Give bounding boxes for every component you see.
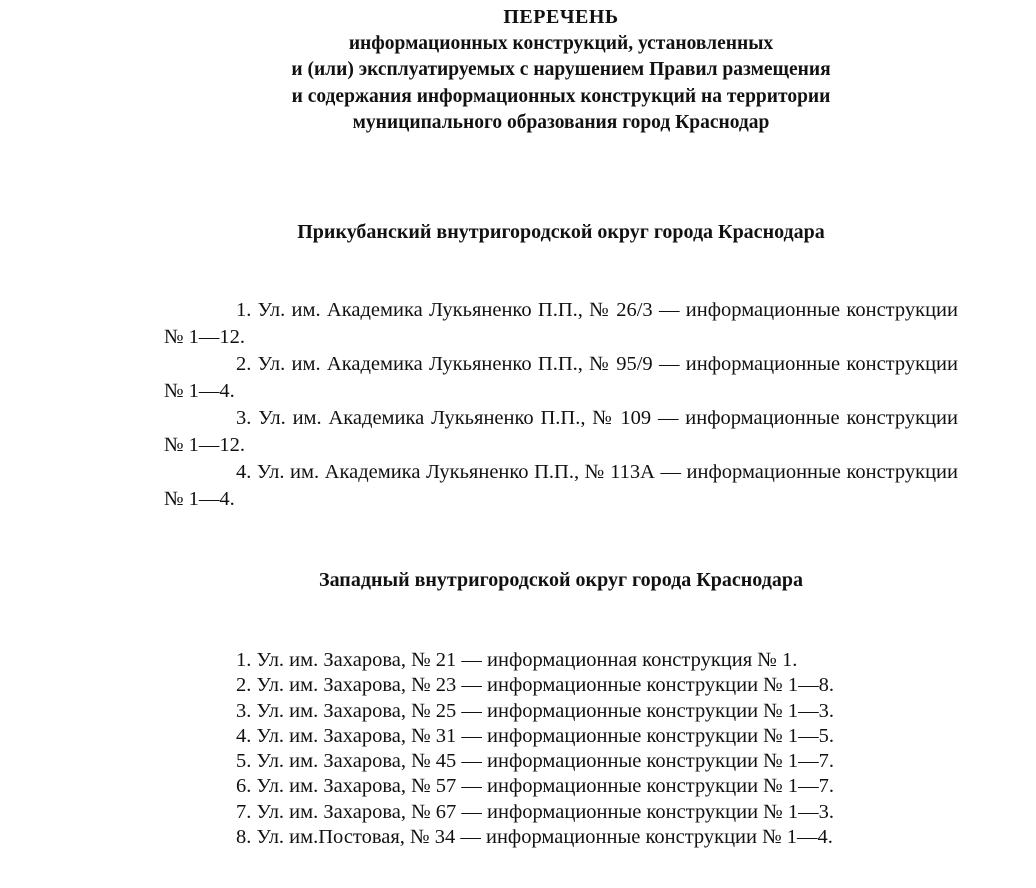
document-title — [0, 4, 1036, 137]
title-line-3: и содержания информационных конструкций на территории — [291, 85, 831, 107]
address-list-zapadny — [236, 648, 834, 850]
list-item: 3. Ул. им. Академика Лукьяненко П.П., № 109 — информационные конструкции № 1—12. — [164, 407, 958, 456]
list-item: 2. Ул. им. Захарова, № 23 — информационные конструкции № 1—8. — [236, 674, 834, 697]
list-item: 3. Ул. им. Захарова, № 25 — информационные конструкции № 1—3. — [236, 699, 834, 722]
list-item: 7. Ул. им. Захарова, № 67 — информационные конструкции № 1—3. — [236, 800, 834, 823]
district-heading-zapadny: Западный внутригородской округ города Краснодара — [319, 569, 803, 591]
list-item: 1. Ул. им. Захарова, № 21 — информационная конструкция № 1. — [236, 649, 798, 671]
title-line-2: и (или) эксплуатируемых с нарушением Правил размещения — [291, 59, 831, 80]
address-list-prikubansky — [164, 297, 958, 513]
list-item: 1. Ул. им. Академика Лукьяненко П.П., № 26/3 — информационные конструкции № 1—12. — [164, 299, 958, 348]
list-item: 8. Ул. им.Постовая, № 34 — информационные конструкции № 1—4. — [236, 826, 833, 849]
title-heading: ПЕРЕЧЕНЬ — [503, 6, 619, 28]
list-item: 4. Ул. им. Захарова, № 31 — информационные конструкции № 1—5. — [236, 724, 834, 747]
list-item: 6. Ул. им. Захарова, № 57 — информационные конструкции № 1—7. — [236, 775, 834, 798]
list-item: 5. Ул. им. Захарова, № 45 — информационные конструкции № 1—7. — [236, 750, 834, 773]
district-heading-prikubansky: Прикубанский внутригородской округ города Краснодара — [297, 221, 825, 243]
title-line-1: информационных конструкций, установленных — [348, 32, 774, 54]
list-item: 2. Ул. им. Академика Лукьяненко П.П., № 95/9 — информационные конструкции № 1—4. — [164, 353, 958, 402]
list-item: 4. Ул. им. Академика Лукьяненко П.П., № 113А — информационные конструкции № 1—4. — [164, 461, 958, 510]
title-line-4: муниципального образования город Краснодар — [352, 112, 770, 133]
